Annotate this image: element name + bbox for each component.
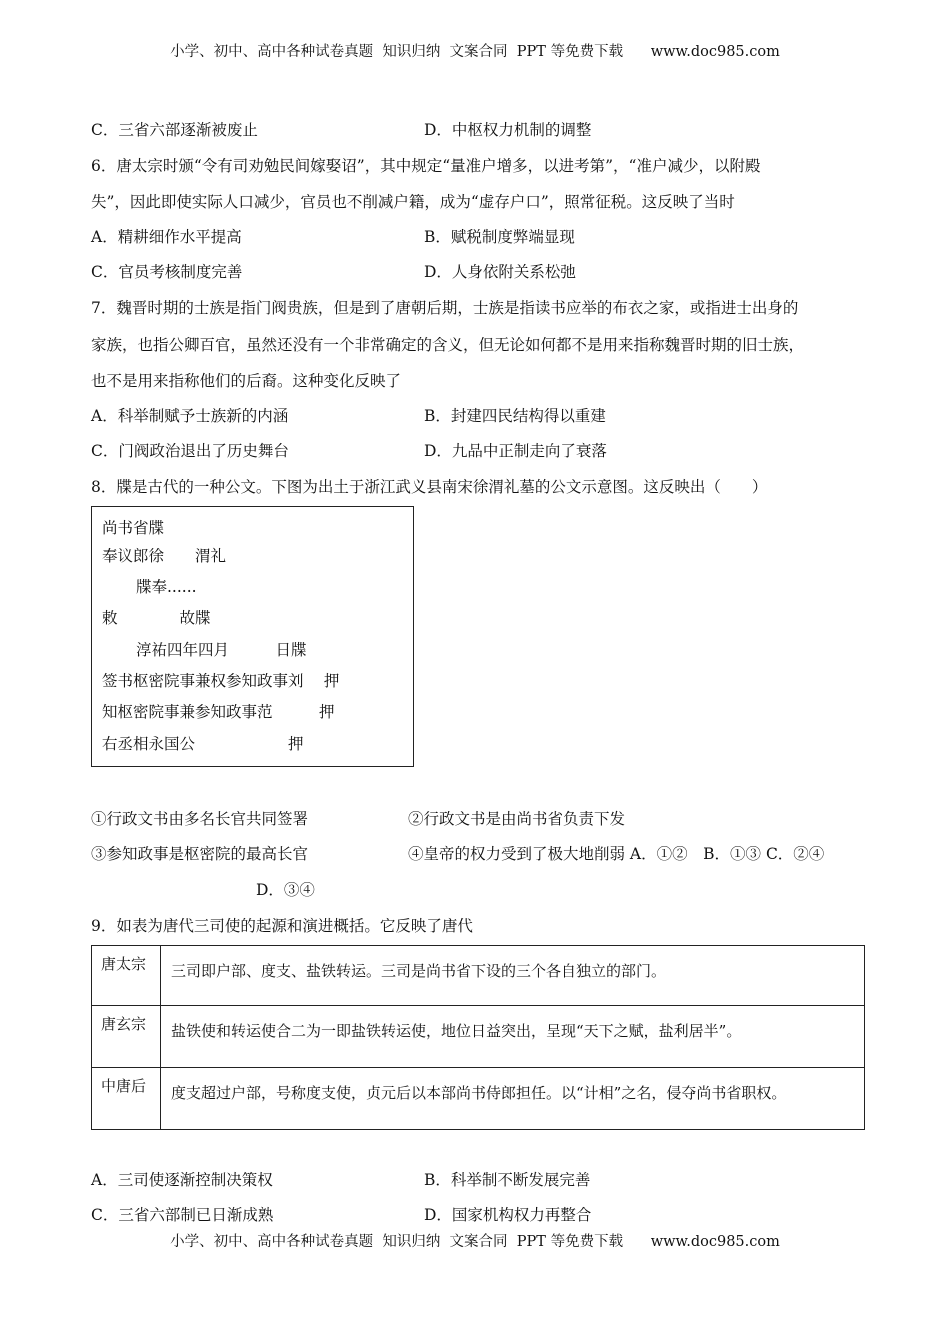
q6-option-d: D．人身依附关系松弛 (424, 263, 576, 281)
doc-line: 敕 故牒 (102, 609, 211, 627)
q9-option-d: D．国家机构权力再整合 (424, 1206, 592, 1224)
q6-option-b: B．赋税制度弊端显现 (424, 228, 575, 246)
q7-option-b: B．封建四民结构得以重建 (424, 407, 606, 425)
doc-line: 知枢密院事兼参知政事范 押 (102, 703, 335, 721)
q8-item-4-and-options: ④皇帝的权力受到了极大地削弱 A．①② B．①③ C．②④ (408, 845, 825, 863)
table-cell-era: 唐太宗 (92, 946, 161, 1006)
table-cell-desc: 三司即户部、度支、盐铁转运。三司是尚书省下设的三个各自独立的部门。 (161, 946, 865, 1006)
q7-option-a: A．科举制赋予士族新的内涵 (91, 407, 289, 425)
q6-option-c: C．官员考核制度完善 (91, 263, 243, 281)
page-header: 小学、初中、高中各种试卷真题 知识归纳 文案合同 PPT 等免费下载 www.doc985.com (170, 44, 780, 60)
q7-option-c: C．门阀政治退出了历史舞台 (91, 442, 289, 460)
q7-option-d: D．九品中正制走向了衰落 (424, 442, 607, 460)
q6-stem-line1: 6．唐太宗时颁“令有司劝勉民间嫁娶诏”，其中规定“量准户增多，以进考第”，“准户减少，以附殿 (91, 157, 761, 175)
document-figure (91, 506, 414, 767)
doc-line: 牒奉...... (136, 578, 197, 596)
doc-line: 淳祐四年四月 日牒 (136, 641, 307, 659)
q8-item-2: ②行政文书是由尚书省负责下发 (408, 810, 626, 828)
q5-option-c: C．三省六部逐渐被废止 (91, 121, 258, 139)
q8-option-d: D．③④ (256, 881, 315, 899)
table-cell-desc: 盐铁使和转运使合二为一即盐铁转运使，地位日益突出，呈现“天下之赋，盐利居半”。 (161, 1006, 865, 1068)
q9-table (91, 945, 865, 1130)
table-row (92, 1006, 865, 1068)
q8-item-1: ①行政文书由多名长官共同签署 (91, 810, 309, 828)
page-footer: 小学、初中、高中各种试卷真题 知识归纳 文案合同 PPT 等免费下载 www.doc985.com (170, 1234, 780, 1250)
q9-option-a: A．三司使逐渐控制决策权 (91, 1171, 273, 1189)
table-row (92, 1068, 865, 1130)
q7-stem-line1: 7．魏晋时期的士族是指门阀贵族，但是到了唐朝后期，士族是指读书应举的布衣之家，或指进士出身的 (91, 299, 799, 317)
table-cell-era: 唐玄宗 (92, 1006, 161, 1068)
doc-line: 右丞相永国公 押 (102, 735, 304, 753)
q9-option-c: C．三省六部制已日渐成熟 (91, 1206, 274, 1224)
q7-stem-line3: 也不是用来指称他们的后裔。这种变化反映了 (91, 372, 402, 390)
q9-stem: 9．如表为唐代三司使的起源和演进概括。它反映了唐代 (91, 917, 473, 935)
table-cell-era: 中唐后 (92, 1068, 161, 1130)
doc-line: 尚书省牒 (102, 519, 165, 537)
table-row (92, 946, 865, 1006)
q5-option-d: D．中枢权力机制的调整 (424, 121, 592, 139)
q9-option-b: B．科举制不断发展完善 (424, 1171, 591, 1189)
q6-option-a: A．精耕细作水平提高 (91, 228, 242, 246)
doc-line: 签书枢密院事兼权参知政事刘 押 (102, 672, 340, 690)
q7-stem-line2: 家族，也指公卿百官，虽然还没有一个非常确定的含义，但无论如何都不是用来指称魏晋时期的旧士族， (91, 336, 805, 354)
q8-item-3: ③参知政事是枢密院的最高长官 (91, 845, 309, 863)
table-cell-desc: 度支超过户部，号称度支使，贞元后以本部尚书侍郎担任。以“计相”之名，侵夺尚书省职权。 (161, 1068, 865, 1130)
q6-stem-line2: 失”，因此即使实际人口减少，官员也不削减户籍，成为“虚存户口”，照常征税。这反映了当时 (91, 193, 735, 211)
doc-line: 奉议郎徐 渭礼 (102, 547, 227, 565)
q8-stem: 8．牒是古代的一种公文。下图为出土于浙江武义县南宋徐渭礼墓的公文示意图。这反映出（ ） (91, 478, 768, 496)
